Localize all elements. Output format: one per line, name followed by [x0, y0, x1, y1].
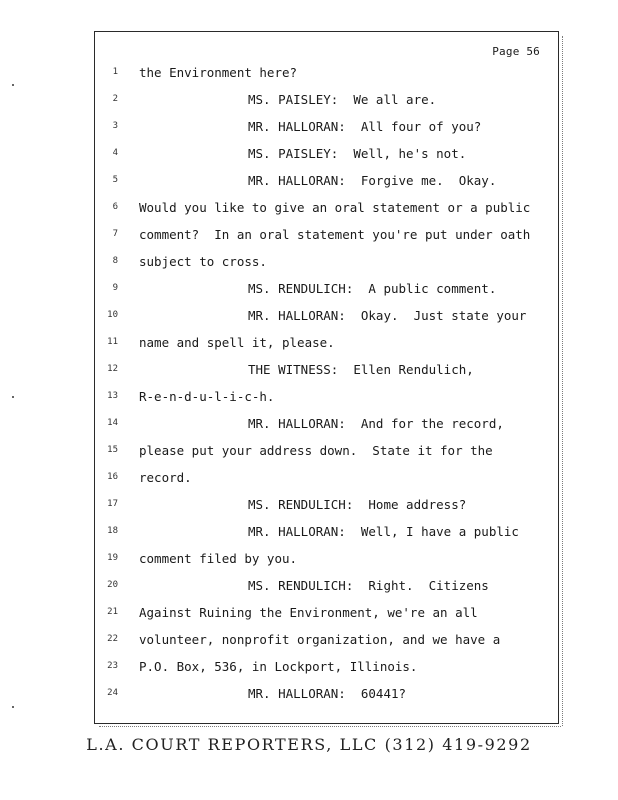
line-text: P.O. Box, 536, in Lockport, Illinois.	[139, 659, 418, 674]
scan-speck	[12, 706, 14, 708]
transcript-line	[0, 200, 618, 218]
line-text: Would you like to give an oral statement or a public	[139, 200, 531, 215]
line-number: 24	[107, 688, 118, 698]
line-number: 9	[112, 283, 118, 293]
line-number: 17	[107, 499, 118, 509]
page-edge-bottom	[99, 724, 561, 727]
transcript-line	[0, 524, 618, 542]
transcript-line	[0, 362, 618, 380]
line-number: 5	[112, 175, 118, 185]
line-number: 2	[112, 94, 118, 104]
line-text: MR. HALLORAN: Okay. Just state your	[248, 308, 527, 323]
line-number: 21	[107, 607, 118, 617]
line-number: 4	[112, 148, 118, 158]
transcript-line	[0, 254, 618, 272]
line-text: MR. HALLORAN: Well, I have a public	[248, 524, 519, 539]
line-text: R-e-n-d-u-l-i-c-h.	[139, 389, 275, 404]
line-text: MS. RENDULICH: Home address?	[248, 497, 467, 512]
line-number: 22	[107, 634, 118, 644]
transcript-line	[0, 605, 618, 623]
transcript-line	[0, 92, 618, 110]
line-text: MS. PAISLEY: We all are.	[248, 92, 437, 107]
line-text: comment? In an oral statement you're put under oath	[139, 227, 531, 242]
transcript-line	[0, 470, 618, 488]
transcript-line	[0, 281, 618, 299]
transcript-line	[0, 308, 618, 326]
line-text: the Environment here?	[139, 65, 298, 80]
transcript-line	[0, 443, 618, 461]
line-text: Against Ruining the Environment, we're an all	[139, 605, 478, 620]
line-number: 8	[112, 256, 118, 266]
transcript-line	[0, 686, 618, 704]
transcript-line	[0, 227, 618, 245]
line-number: 7	[112, 229, 118, 239]
transcript-line	[0, 659, 618, 677]
line-number: 15	[107, 445, 118, 455]
line-text: MR. HALLORAN: And for the record,	[248, 416, 504, 431]
line-number: 20	[107, 580, 118, 590]
transcript-line	[0, 632, 618, 650]
line-number: 11	[107, 337, 118, 347]
page-number: Page 56	[492, 45, 540, 58]
transcript-line	[0, 335, 618, 353]
line-number: 19	[107, 553, 118, 563]
line-text: MR. HALLORAN: Forgive me. Okay.	[248, 173, 497, 188]
line-text: THE WITNESS: Ellen Rendulich,	[248, 362, 474, 377]
line-number: 6	[112, 202, 118, 212]
line-text: MR. HALLORAN: All four of you?	[248, 119, 482, 134]
line-number: 10	[107, 310, 118, 320]
line-text: MS. PAISLEY: Well, he's not.	[248, 146, 467, 161]
transcript-line	[0, 119, 618, 137]
line-text: name and spell it, please.	[139, 335, 335, 350]
line-text: comment filed by you.	[139, 551, 298, 566]
line-text: subject to cross.	[139, 254, 267, 269]
transcript-line	[0, 578, 618, 596]
scan-speck	[12, 84, 14, 86]
line-number: 3	[112, 121, 118, 131]
line-text: volunteer, nonprofit organization, and we have a	[139, 632, 501, 647]
line-text: please put your address down. State it for the	[139, 443, 493, 458]
transcript-line	[0, 173, 618, 191]
transcript-line	[0, 65, 618, 83]
line-number: 23	[107, 661, 118, 671]
reporter-footer: L.A. COURT REPORTERS, LLC (312) 419-9292	[86, 735, 532, 754]
transcript-line	[0, 389, 618, 407]
line-text: MS. RENDULICH: A public comment.	[248, 281, 497, 296]
transcript-line	[0, 497, 618, 515]
line-number: 13	[107, 391, 118, 401]
line-number: 1	[112, 67, 118, 77]
line-number: 12	[107, 364, 118, 374]
transcript-line	[0, 416, 618, 434]
line-text: MS. RENDULICH: Right. Citizens	[248, 578, 489, 593]
line-text: record.	[139, 470, 192, 485]
line-number: 16	[107, 472, 118, 482]
transcript-line	[0, 551, 618, 569]
line-number: 18	[107, 526, 118, 536]
line-text: MR. HALLORAN: 60441?	[248, 686, 407, 701]
transcript-line	[0, 146, 618, 164]
line-number: 14	[107, 418, 118, 428]
